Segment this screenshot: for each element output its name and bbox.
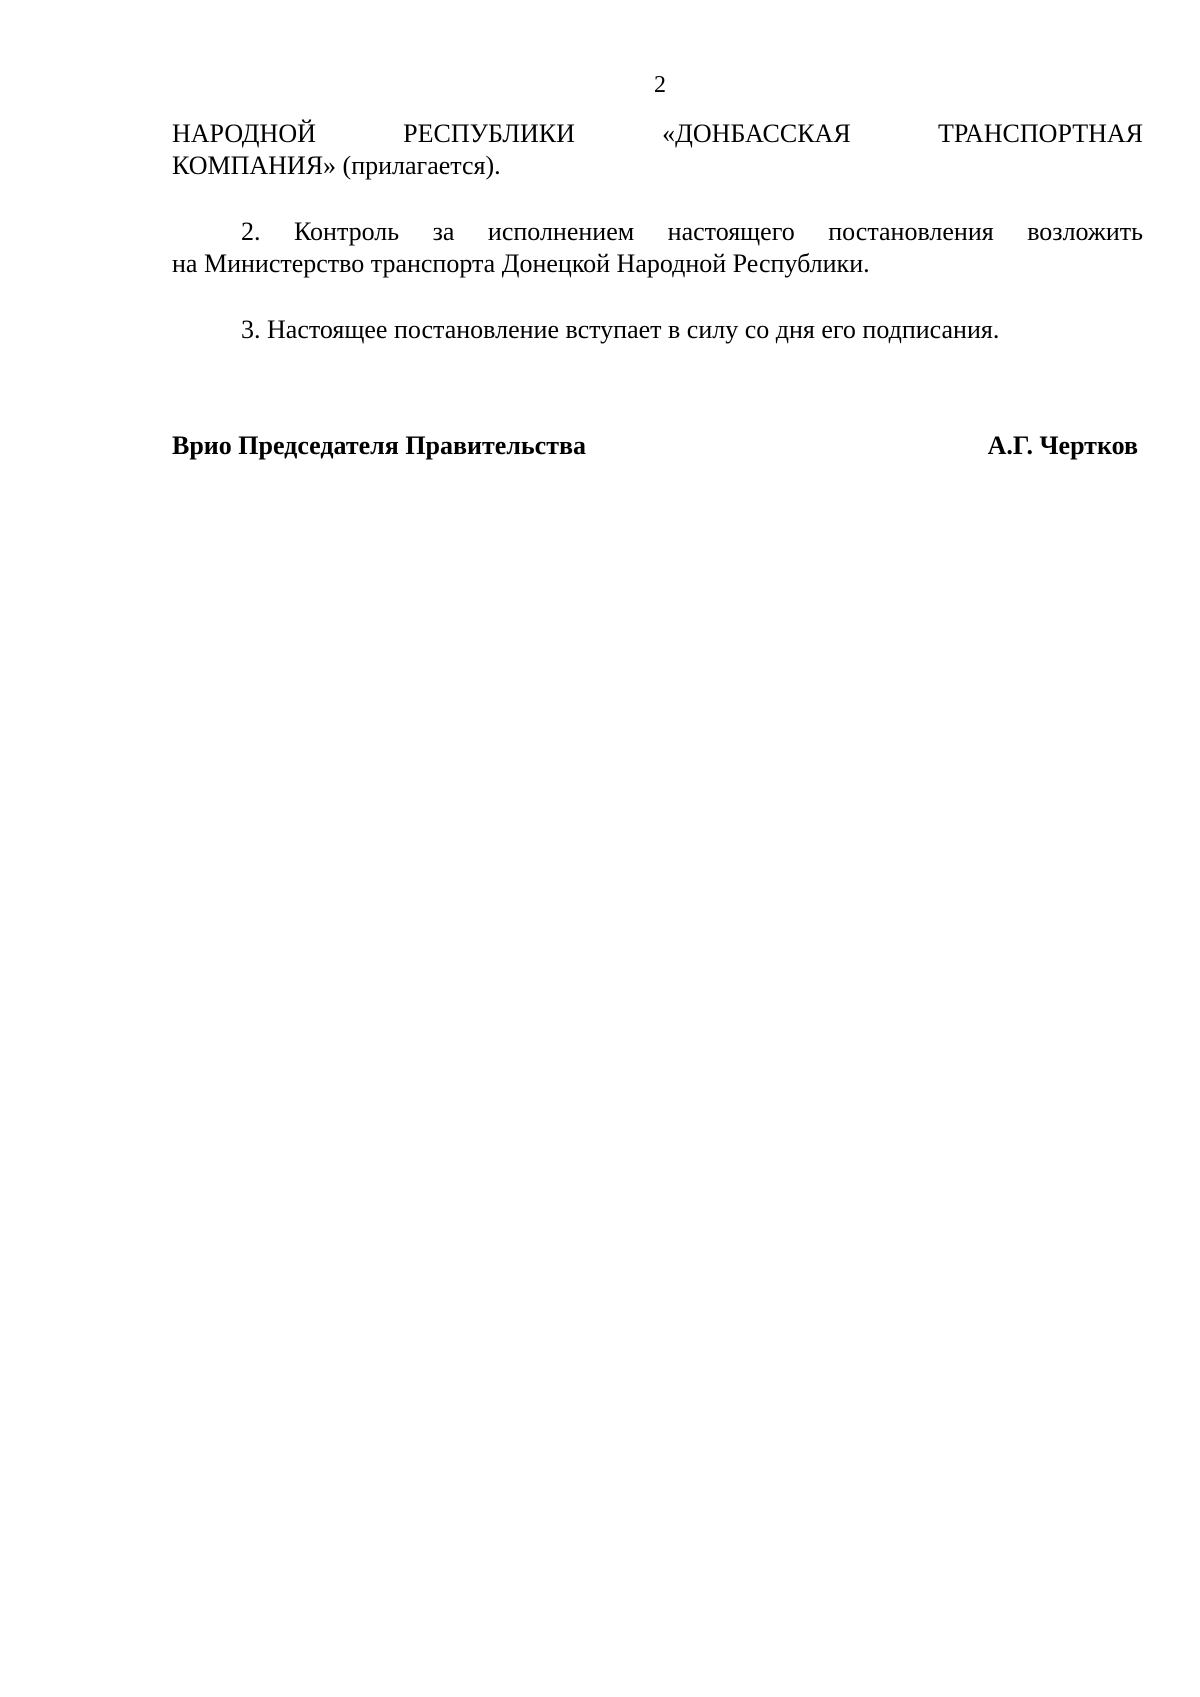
paragraph-2-line-1: 2. Контроль за исполнением настоящего постановления возложить [241,217,1143,246]
paragraph-2 [172,216,1143,280]
paragraph-3: 3. Настоящее постановление вступает в силу со дня его подписания. [241,315,1000,344]
signature-block [172,430,1138,462]
paragraph-continuation [172,118,1143,182]
paragraph-2-line-2: на Министерство транспорта Донецкой Народной Республики. [172,249,870,278]
page-number: 2 [654,72,666,98]
signatory-name: А.Г. Чертков [987,431,1138,460]
paragraph-continuation-line-2: КОМПАНИЯ» (прилагается). [172,151,501,180]
signatory-position: Врио Председателя Правительства [172,431,587,460]
paragraph-continuation-line-1: НАРОДНОЙ РЕСПУБЛИКИ «ДОНБАССКАЯ ТРАНСПОРТНАЯ [172,119,1143,148]
